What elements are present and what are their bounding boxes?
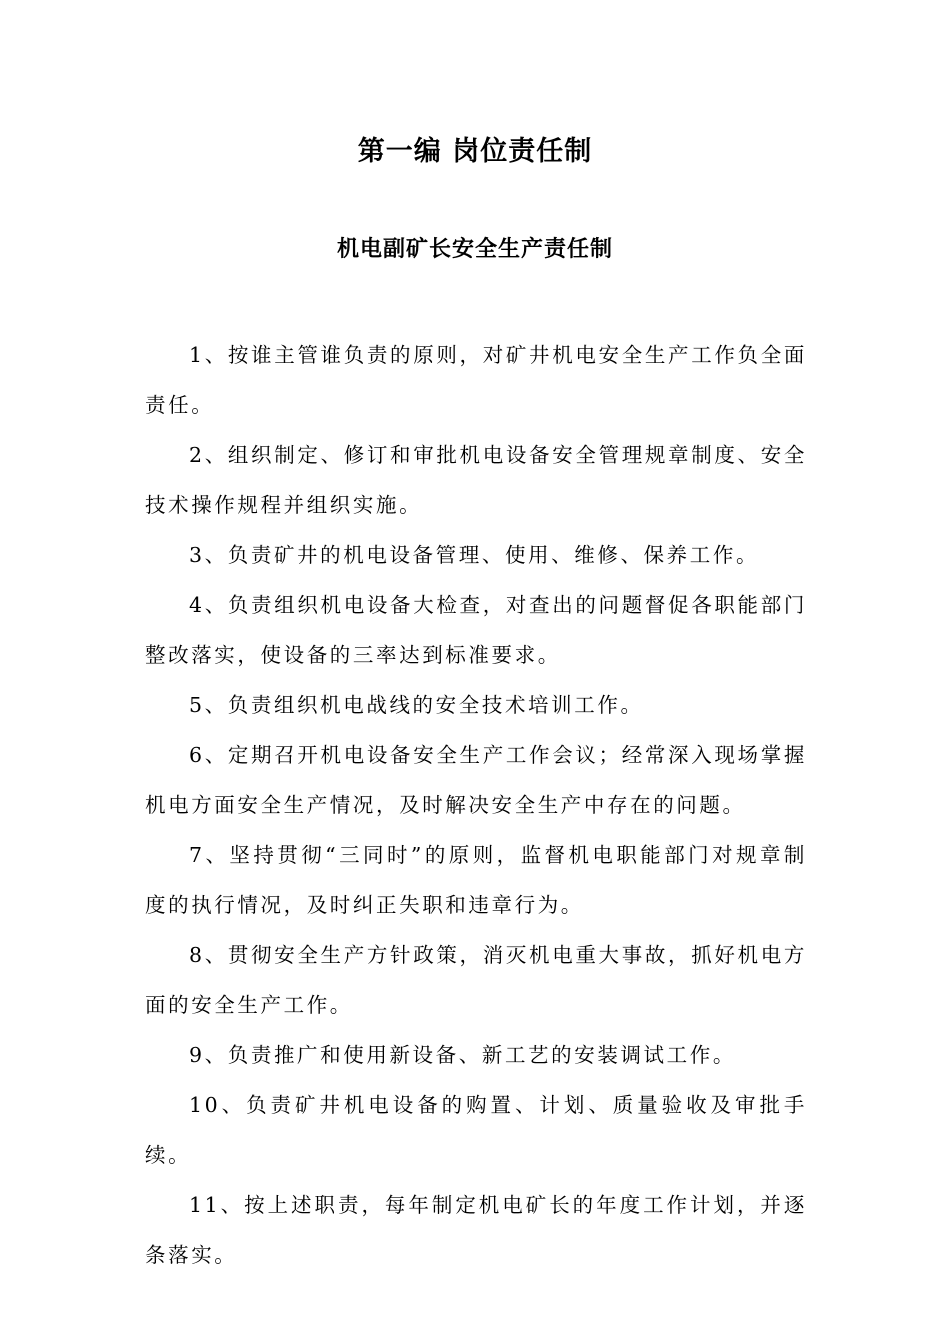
responsibility-item: 1、按谁主管谁负责的原则，对矿井机电安全生产工作负全面责任。 (145, 343, 807, 417)
responsibility-item: 11、按上述职责，每年制定机电矿长的年度工作计划，并逐条落实。 (145, 1193, 807, 1267)
responsibility-item: 9、负责推广和使用新设备、新工艺的安装调试工作。 (189, 1043, 736, 1067)
section-title: 机电副矿长安全生产责任制 (336, 237, 613, 262)
responsibility-item: 2、组织制定、修订和审批机电设备安全管理规章制度、安全技术操作规程并组织实施。 (145, 443, 807, 517)
responsibility-item: 4、负责组织机电设备大检查，对查出的问题督促各职能部门整改落实，使设备的三率达到标准要求。 (145, 593, 807, 667)
responsibility-item: 7、坚持贯彻“三同时”的原则，监督机电职能部门对规章制度的执行情况，及时纠正失职和违章行为。 (145, 843, 807, 917)
responsibility-item: 6、定期召开机电设备安全生产工作会议；经常深入现场掌握机电方面安全生产情况，及时解决安全生产中存在的问题。 (145, 743, 807, 817)
responsibility-list (145, 330, 807, 1280)
part-title: 第一编 岗位责任制 (357, 136, 593, 167)
responsibility-item: 10、负责矿井机电设备的购置、计划、质量验收及审批手续。 (145, 1093, 807, 1167)
responsibility-item: 5、负责组织机电战线的安全技术培训工作。 (189, 693, 644, 717)
responsibility-item: 8、贯彻安全生产方针政策，消灭机电重大事故，抓好机电方面的安全生产工作。 (145, 943, 807, 1017)
responsibility-item: 3、负责矿井的机电设备管理、使用、维修、保养工作。 (189, 543, 760, 567)
